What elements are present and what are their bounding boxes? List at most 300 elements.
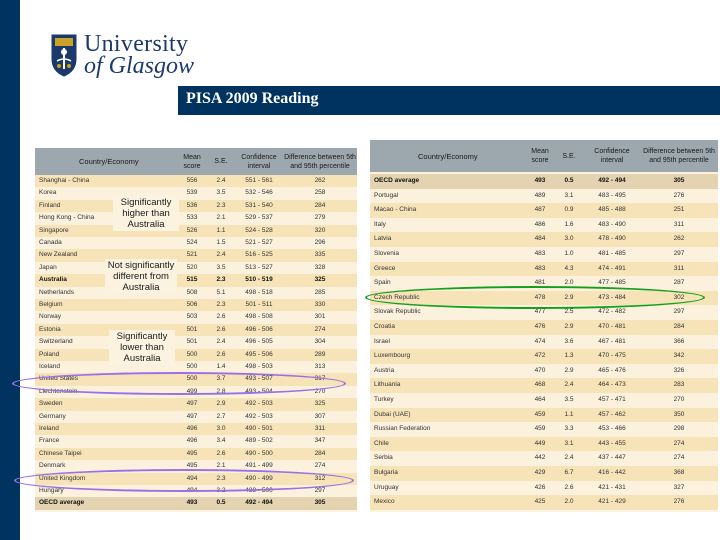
left-table-header xyxy=(35,148,357,175)
cell-diff: 284 xyxy=(314,449,326,457)
cell-ci: 493 - 507 xyxy=(245,375,273,383)
table-row xyxy=(370,408,718,423)
cell-ci: 491 - 499 xyxy=(245,462,273,470)
cell-mean: 464 xyxy=(534,396,546,403)
table-row xyxy=(370,378,718,393)
cell-country: Uruguay xyxy=(374,483,399,491)
table-row xyxy=(35,411,357,423)
highlight-czech-republic xyxy=(365,286,705,309)
header-country: Country/Economy xyxy=(418,151,478,161)
cell-se: 2.6 xyxy=(564,483,574,491)
cell-country: Czech Republic xyxy=(374,293,420,301)
cell-mean: 442 xyxy=(534,454,546,462)
cell-mean: 526 xyxy=(186,226,198,234)
cell-ci: 498 - 508 xyxy=(245,313,273,321)
cell-se: 2.4 xyxy=(564,381,574,389)
cell-se: 3.7 xyxy=(216,375,226,383)
cell-mean: 487 xyxy=(534,206,546,214)
table-row xyxy=(35,324,357,336)
cell-mean: 495 xyxy=(186,449,198,457)
header-mean: Mean score xyxy=(183,153,201,170)
table-row xyxy=(35,435,357,447)
table-row xyxy=(35,225,357,237)
cell-ci: 481 - 485 xyxy=(598,250,626,257)
cell-diff: 301 xyxy=(314,313,326,321)
cell-ci: 532 - 546 xyxy=(245,189,273,197)
cell-se: 3.6 xyxy=(564,337,574,345)
cell-se: 5.1 xyxy=(216,288,226,296)
cell-mean: 494 xyxy=(186,474,198,482)
table-row xyxy=(35,274,357,286)
cell-se: 2.6 xyxy=(216,350,226,358)
annotation-not-significant: Not significantly different from Australia xyxy=(105,259,177,294)
cell-mean: 472 xyxy=(534,352,546,360)
cell-ci: 490 - 501 xyxy=(245,425,273,432)
table-row xyxy=(370,335,718,350)
cell-mean: 429 xyxy=(534,469,546,476)
cell-ci: 421 - 431 xyxy=(598,483,626,491)
cell-se: 3.3 xyxy=(564,425,574,433)
cell-se: 2.4 xyxy=(216,338,226,346)
cell-diff: 350 xyxy=(673,410,685,418)
cell-country: Korea xyxy=(39,189,57,197)
cell-diff: 258 xyxy=(314,189,326,197)
cell-se: 3.5 xyxy=(216,263,226,271)
table-row xyxy=(35,423,357,435)
cell-diff: 262 xyxy=(314,177,326,184)
cell-diff: 283 xyxy=(673,381,685,389)
cell-country: Norway xyxy=(39,313,62,321)
table-row xyxy=(370,364,718,379)
cell-ci: 478 - 490 xyxy=(598,235,626,243)
cell-country: Denmark xyxy=(39,462,66,470)
cell-mean: 521 xyxy=(186,251,198,259)
header-diff: Difference between 5th and 95th percentile xyxy=(643,148,715,164)
cell-mean: 476 xyxy=(534,323,546,330)
cell-country: Russian Federation xyxy=(374,425,431,433)
table-row xyxy=(370,247,718,262)
cell-country: Japan xyxy=(39,263,57,271)
cell-se: 2.9 xyxy=(564,366,574,374)
cell-diff: 311 xyxy=(673,220,685,228)
cell-country: Shanghai - China xyxy=(39,177,90,184)
cell-mean: 506 xyxy=(186,301,198,308)
cell-ci: 529 - 537 xyxy=(245,214,273,222)
annotation-significantly-lower: Significantly lower than Australia xyxy=(109,330,175,365)
cell-se: 1.5 xyxy=(216,239,226,246)
table-row xyxy=(35,287,357,299)
cell-diff: 307 xyxy=(314,412,326,420)
cell-mean: 481 xyxy=(534,279,546,287)
cell-mean: 495 xyxy=(186,462,198,470)
highlight-united-states xyxy=(12,372,346,395)
cell-country: Estonia xyxy=(39,325,61,333)
cell-country: Portugal xyxy=(374,191,399,199)
cell-diff: 325 xyxy=(314,276,326,284)
table-row xyxy=(370,262,718,277)
cell-se: 0.5 xyxy=(216,499,226,507)
cell-diff: 279 xyxy=(314,214,326,222)
table-row xyxy=(370,422,718,437)
cell-diff: 276 xyxy=(673,191,685,199)
cell-se: 2.4 xyxy=(216,251,226,259)
cell-se: 3.1 xyxy=(564,439,574,447)
cell-mean: 533 xyxy=(186,214,198,222)
cell-ci: 473 - 484 xyxy=(598,293,626,301)
cell-diff: 302 xyxy=(673,293,685,301)
cell-ci: 416 - 442 xyxy=(598,469,626,476)
cell-diff: 305 xyxy=(314,499,326,507)
table-row xyxy=(370,189,718,204)
table-row xyxy=(370,349,718,364)
cell-se: 3.0 xyxy=(216,425,226,432)
slide-title: PISA 2009 Reading xyxy=(186,90,319,107)
cell-ci: 467 - 481 xyxy=(598,337,626,345)
header-ci: Confidence interval xyxy=(241,153,277,170)
table-row xyxy=(35,448,357,460)
table-row xyxy=(370,466,718,481)
cell-diff: 326 xyxy=(673,366,685,374)
cell-se: 2.5 xyxy=(564,308,574,316)
cell-country: Iceland xyxy=(39,363,60,370)
cell-mean: 483 xyxy=(534,264,546,272)
cell-diff: 311 xyxy=(314,425,326,432)
logo-text-line2: of Glasgow xyxy=(84,53,195,79)
cell-ci: 470 - 475 xyxy=(598,352,626,360)
cell-ci: 472 - 482 xyxy=(598,308,626,316)
cell-mean: 459 xyxy=(534,425,546,433)
cell-ci: 485 - 488 xyxy=(598,206,626,214)
cell-mean: 539 xyxy=(186,189,198,197)
cell-country: Turkey xyxy=(374,396,394,403)
cell-ci: 521 - 527 xyxy=(245,239,273,246)
cell-diff: 284 xyxy=(673,323,685,330)
table-row xyxy=(370,451,718,466)
cell-diff: 251 xyxy=(673,206,685,214)
cell-se: 2.8 xyxy=(216,387,226,395)
cell-diff: 317 xyxy=(314,375,326,383)
table-row xyxy=(35,349,357,361)
cell-country: OECD average xyxy=(374,177,420,184)
cell-se: 2.6 xyxy=(216,449,226,457)
cell-diff: 325 xyxy=(314,400,326,408)
cell-diff: 296 xyxy=(314,239,326,246)
cell-se: 2.0 xyxy=(564,498,574,506)
cell-ci: 493 - 504 xyxy=(245,387,273,395)
cell-ci: 457 - 471 xyxy=(598,396,626,403)
cell-se: 3.5 xyxy=(564,396,574,403)
cell-country: Germany xyxy=(39,412,66,420)
cell-ci: 492 - 494 xyxy=(245,499,273,507)
cell-diff: 312 xyxy=(314,474,326,482)
table-row xyxy=(35,497,357,509)
cell-country: Latvia xyxy=(374,235,392,243)
cell-diff: 320 xyxy=(314,226,326,234)
left-accent-bar xyxy=(0,0,20,540)
cell-country: OECD average xyxy=(39,499,85,507)
table-row xyxy=(370,320,718,335)
cell-diff: 289 xyxy=(314,350,326,358)
cell-ci: 492 - 503 xyxy=(245,412,273,420)
cell-ci: 489 - 502 xyxy=(245,437,273,445)
table-row xyxy=(370,174,718,189)
cell-country: Belgium xyxy=(39,301,63,308)
cell-se: 3.5 xyxy=(216,189,226,197)
table-row xyxy=(370,203,718,218)
cell-se: 0.5 xyxy=(564,177,574,184)
table-row xyxy=(35,237,357,249)
header-diff: Difference between 5th and 95th percentile xyxy=(284,153,356,170)
cell-ci: 510 - 519 xyxy=(245,276,273,284)
right-results-table xyxy=(370,140,718,512)
cell-diff: 304 xyxy=(314,338,326,346)
cell-ci: 443 - 455 xyxy=(598,439,626,447)
cell-country: Bulgaria xyxy=(374,469,398,476)
cell-mean: 497 xyxy=(186,412,198,420)
left-results-table xyxy=(35,148,357,512)
cell-diff: 270 xyxy=(673,396,685,403)
table-row xyxy=(370,481,718,496)
highlight-united-kingdom xyxy=(14,469,354,492)
cell-ci: 490 - 499 xyxy=(245,474,273,482)
cell-ci: 457 - 462 xyxy=(598,410,626,418)
cell-ci: 483 - 495 xyxy=(598,191,626,199)
cell-ci: 437 - 447 xyxy=(598,454,626,462)
cell-mean: 496 xyxy=(186,437,198,445)
cell-diff: 285 xyxy=(314,288,326,296)
cell-se: 1.4 xyxy=(216,363,226,370)
cell-mean: 497 xyxy=(186,400,198,408)
cell-se: 3.4 xyxy=(216,437,226,445)
cell-country: Finland xyxy=(39,201,61,209)
cell-ci: 490 - 500 xyxy=(245,449,273,457)
cell-se: 3.0 xyxy=(564,235,574,243)
cell-diff: 274 xyxy=(673,454,685,462)
cell-diff: 366 xyxy=(673,337,685,345)
cell-mean: 508 xyxy=(186,288,198,296)
cell-country: Croatia xyxy=(374,323,395,330)
table-row xyxy=(370,495,718,510)
cell-country: Hong Kong - China xyxy=(39,214,95,222)
table-row xyxy=(35,311,357,323)
cell-ci: 492 - 503 xyxy=(245,400,273,408)
cell-mean: 500 xyxy=(186,375,198,383)
cell-se: 1.6 xyxy=(564,220,574,228)
cell-country: United States xyxy=(39,375,79,383)
cell-mean: 474 xyxy=(534,337,546,345)
cell-country: Serbia xyxy=(374,454,393,462)
cell-ci: 513 - 527 xyxy=(245,263,273,271)
cell-mean: 501 xyxy=(186,338,198,346)
cell-country: United Kingdom xyxy=(39,474,86,482)
cell-mean: 500 xyxy=(186,350,198,358)
cell-diff: 311 xyxy=(673,264,685,272)
cell-country: New Zealand xyxy=(39,251,78,259)
cell-diff: 305 xyxy=(673,177,685,184)
table-row xyxy=(35,249,357,261)
cell-diff: 328 xyxy=(314,263,326,271)
cell-diff: 284 xyxy=(314,201,326,209)
cell-ci: 495 - 506 xyxy=(245,350,273,358)
cell-se: 2.1 xyxy=(216,214,226,222)
cell-diff: 313 xyxy=(314,363,326,370)
cell-mean: 556 xyxy=(186,177,198,184)
cell-se: 2.6 xyxy=(216,325,226,333)
cell-mean: 468 xyxy=(534,381,546,389)
cell-country: Ireland xyxy=(39,425,59,432)
cell-diff: 297 xyxy=(673,308,685,316)
cell-country: Spain xyxy=(374,279,391,287)
table-row xyxy=(370,393,718,408)
table-row xyxy=(35,398,357,410)
cell-se: 3.2 xyxy=(216,487,226,494)
cell-ci: 501 - 511 xyxy=(245,301,273,308)
header-mean: Mean score xyxy=(531,148,549,164)
cell-ci: 516 - 525 xyxy=(245,251,273,259)
cell-country: Israel xyxy=(374,337,390,345)
cell-diff: 297 xyxy=(673,250,685,257)
cell-mean: 449 xyxy=(534,439,546,447)
cell-country: Luxembourg xyxy=(374,352,411,360)
cell-country: Poland xyxy=(39,350,60,358)
cell-country: Liechtenstein xyxy=(39,387,78,395)
cell-country: Singapore xyxy=(39,226,69,234)
cell-mean: 483 xyxy=(534,250,546,257)
cell-se: 1.1 xyxy=(216,226,226,234)
cell-country: Slovenia xyxy=(374,250,399,257)
cell-mean: 459 xyxy=(534,410,546,418)
cell-country: Austria xyxy=(374,366,395,374)
cell-mean: 477 xyxy=(534,308,546,316)
cell-mean: 494 xyxy=(186,487,198,494)
cell-mean: 536 xyxy=(186,201,198,209)
cell-diff: 298 xyxy=(673,425,685,433)
cell-country: Macao - China xyxy=(374,206,417,214)
cell-country: Slovak Republic xyxy=(374,308,421,316)
cell-ci: 551 - 561 xyxy=(245,177,273,184)
cell-mean: 501 xyxy=(186,325,198,333)
cell-ci: 465 - 476 xyxy=(598,366,626,374)
table-row xyxy=(35,299,357,311)
table-row xyxy=(35,200,357,212)
cell-mean: 478 xyxy=(534,293,546,301)
cell-ci: 453 - 466 xyxy=(598,425,626,433)
cell-se: 1.3 xyxy=(564,352,574,360)
cell-mean: 520 xyxy=(186,263,198,271)
header-country: Country/Economy xyxy=(79,157,139,166)
cell-se: 2.6 xyxy=(216,313,226,321)
cell-diff: 342 xyxy=(673,352,685,360)
cell-mean: 426 xyxy=(534,483,546,491)
cell-mean: 524 xyxy=(186,239,198,246)
cell-mean: 503 xyxy=(186,313,198,321)
cell-diff: 274 xyxy=(314,325,326,333)
table-row xyxy=(35,262,357,274)
cell-se: 2.4 xyxy=(216,177,226,184)
cell-country: Australia xyxy=(39,276,67,284)
cell-country: Netherlands xyxy=(39,288,75,296)
cell-mean: 470 xyxy=(534,366,546,374)
cell-se: 6.7 xyxy=(564,469,574,476)
cell-ci: 474 - 491 xyxy=(598,264,626,272)
cell-se: 2.3 xyxy=(216,201,226,209)
cell-ci: 477 - 485 xyxy=(598,279,626,287)
table-row xyxy=(35,175,357,187)
cell-se: 2.3 xyxy=(216,474,226,482)
cell-country: Canada xyxy=(39,239,62,246)
cell-country: Italy xyxy=(374,220,386,228)
cell-diff: 335 xyxy=(314,251,326,259)
table-row xyxy=(35,187,357,199)
cell-diff: 262 xyxy=(673,235,685,243)
cell-se: 2.7 xyxy=(216,412,226,420)
cell-diff: 347 xyxy=(314,437,326,445)
cell-country: Chinese Taipei xyxy=(39,449,82,457)
cell-mean: 486 xyxy=(534,220,546,228)
cell-ci: 492 - 494 xyxy=(598,177,626,184)
cell-diff: 297 xyxy=(314,487,326,494)
cell-ci: 470 - 481 xyxy=(598,323,626,330)
cell-mean: 499 xyxy=(186,387,198,395)
cell-diff: 274 xyxy=(314,462,326,470)
cell-se: 4.3 xyxy=(564,264,574,272)
cell-diff: 327 xyxy=(673,483,685,491)
cell-se: 2.3 xyxy=(216,276,226,284)
right-table-header xyxy=(370,140,718,172)
cell-se: 2.1 xyxy=(216,462,226,470)
cell-country: Switzerland xyxy=(39,338,73,346)
header-se: S.E. xyxy=(562,152,576,160)
cell-ci: 498 - 518 xyxy=(245,288,273,296)
cell-mean: 489 xyxy=(534,191,546,199)
cell-se: 2.9 xyxy=(564,293,574,301)
cell-diff: 368 xyxy=(673,469,685,476)
cell-country: Chile xyxy=(374,439,389,447)
university-logo xyxy=(50,31,195,79)
header-se: S.E. xyxy=(214,158,228,165)
cell-mean: 493 xyxy=(534,177,546,184)
header-ci: Confidence interval xyxy=(594,148,630,164)
annotation-significantly-higher: Significantly higher than Australia xyxy=(113,196,179,231)
cell-se: 1.1 xyxy=(564,410,574,418)
table-row xyxy=(35,212,357,224)
cell-ci: 464 - 473 xyxy=(598,381,626,389)
cell-se: 2.9 xyxy=(564,323,574,330)
cell-diff: 270 xyxy=(314,387,326,395)
cell-diff: 287 xyxy=(673,279,685,287)
cell-diff: 276 xyxy=(673,498,685,506)
cell-mean: 515 xyxy=(186,276,198,284)
cell-se: 0.9 xyxy=(564,206,574,214)
cell-se: 2.9 xyxy=(216,400,226,408)
cell-mean: 496 xyxy=(186,425,198,432)
cell-country: Dubai (UAE) xyxy=(374,410,411,418)
cell-ci: 531 - 540 xyxy=(245,201,273,209)
cell-mean: 425 xyxy=(534,498,546,506)
cell-ci: 483 - 490 xyxy=(598,220,626,228)
cell-se: 2.3 xyxy=(216,301,226,308)
cell-se: 3.1 xyxy=(564,191,574,199)
cell-country: France xyxy=(39,437,60,445)
cell-country: Mexico xyxy=(374,498,395,506)
cell-country: Sweden xyxy=(39,400,63,408)
cell-se: 1.0 xyxy=(564,250,574,257)
table-row xyxy=(370,437,718,452)
cell-ci: 498 - 503 xyxy=(245,363,273,370)
cell-mean: 500 xyxy=(186,363,198,370)
title-bar xyxy=(178,86,720,115)
cell-mean: 484 xyxy=(534,235,546,243)
